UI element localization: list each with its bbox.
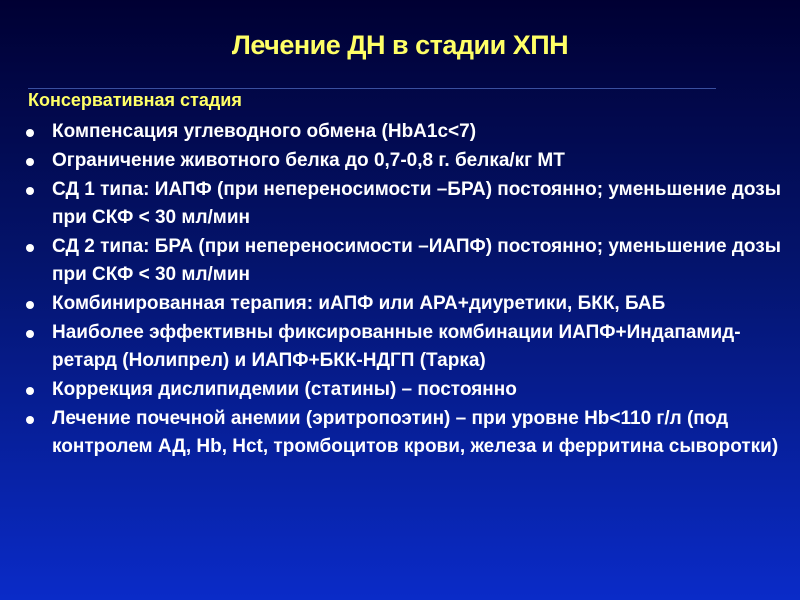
bullet-item bbox=[26, 233, 786, 289]
section-subtitle: Консервативная стадия bbox=[28, 90, 242, 110]
bullet-item bbox=[26, 147, 786, 175]
bullet-text: Ограничение животного белка до 0,7-0,8 г. белка/кг МТ bbox=[52, 150, 565, 171]
bullet-icon bbox=[26, 244, 34, 252]
slide-title: Лечение ДН в стадии ХПН bbox=[231, 30, 569, 60]
bullet-text: Наиболее эффективны фиксированные комбинации ИАПФ+Индапамид-ретард (Нолипрел) и ИАПФ+БКК-НДГП (Тарка) bbox=[52, 322, 741, 371]
bullet-icon bbox=[26, 301, 34, 309]
bullet-icon bbox=[26, 158, 34, 166]
bullet-item bbox=[26, 290, 786, 318]
title-divider bbox=[28, 88, 716, 89]
bullet-list bbox=[26, 118, 786, 462]
bullet-text: СД 1 типа: ИАПФ (при непереносимости –БРА) постоянно; уменьшение дозы при СКФ < 30 мл/мин bbox=[52, 179, 781, 228]
bullet-icon bbox=[26, 187, 34, 195]
bullet-text: Комбинированная терапия: иАПФ или АРА+диуретики, БКК, БАБ bbox=[52, 293, 666, 314]
bullet-item bbox=[26, 118, 786, 146]
bullet-item bbox=[26, 376, 786, 404]
bullet-icon bbox=[26, 416, 34, 424]
bullet-icon bbox=[26, 129, 34, 137]
bullet-item bbox=[26, 176, 786, 232]
bullet-text: Компенсация углеводного обмена (HbA1c<7) bbox=[52, 121, 477, 142]
bullet-icon bbox=[26, 330, 34, 338]
bullet-text: Коррекция дислипидемии (статины) – постоянно bbox=[52, 379, 517, 400]
bullet-text: СД 2 типа: БРА (при непереносимости –ИАПФ) постоянно; уменьшение дозы при СКФ < 30 мл/мин bbox=[52, 236, 781, 285]
bullet-item bbox=[26, 405, 786, 461]
bullet-item bbox=[26, 319, 786, 375]
bullet-icon bbox=[26, 387, 34, 395]
bullet-text: Лечение почечной анемии (эритропоэтин) – при уровне Hb<110 г/л (под контролем АД, Hb, Hct, тромбоцитов крови, железа и ферритина сыворотки) bbox=[52, 408, 779, 457]
